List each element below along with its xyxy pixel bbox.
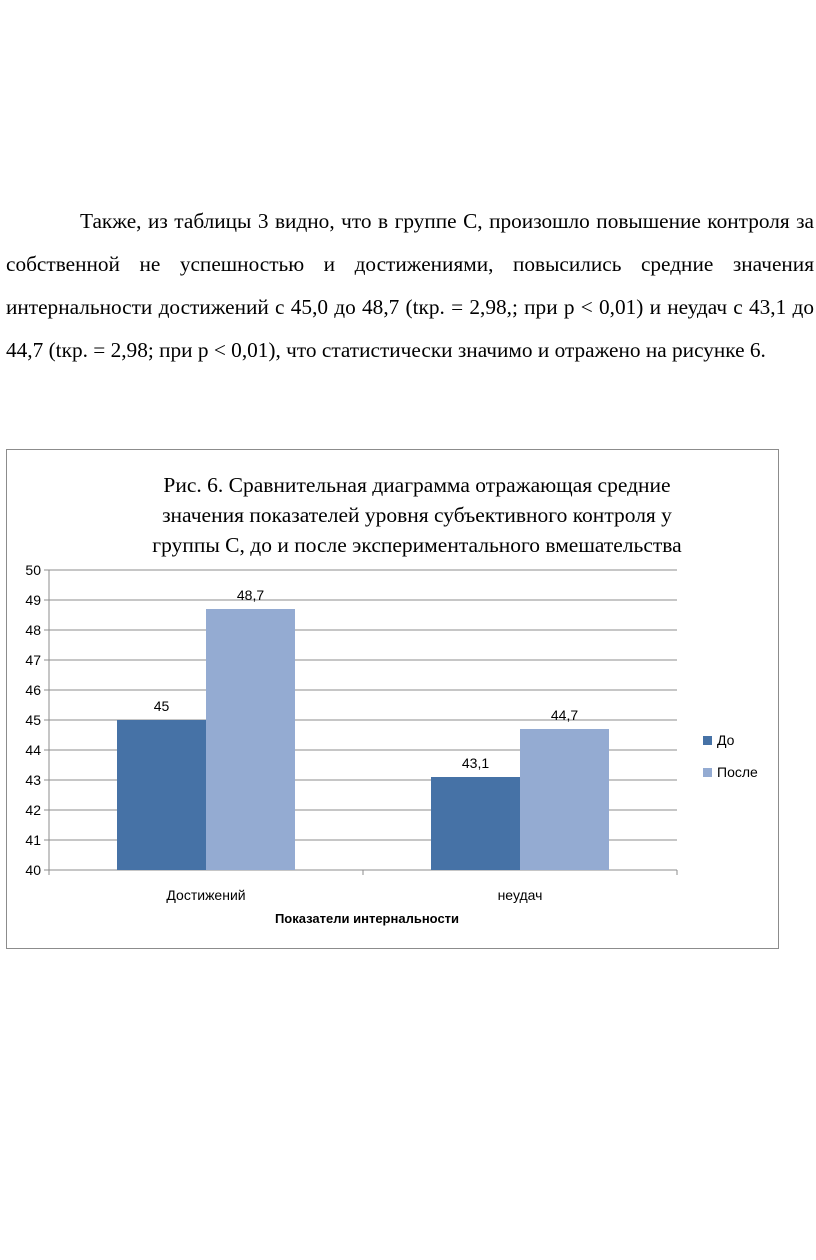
data-label: 43,1 xyxy=(461,755,490,771)
y-tick-label: 46 xyxy=(25,682,41,698)
bar-posle xyxy=(206,609,295,870)
bar-posle xyxy=(520,729,609,870)
legend-item-do xyxy=(703,724,758,756)
y-tick-label: 40 xyxy=(25,862,41,878)
y-tick-label: 45 xyxy=(25,712,41,728)
x-tick-label: Достижений xyxy=(166,887,246,903)
x-tick-label: неудач xyxy=(497,887,543,903)
legend-swatch-posle xyxy=(703,768,712,777)
data-label: 48,7 xyxy=(236,587,265,603)
data-label: 44,7 xyxy=(550,707,579,723)
y-tick-label: 49 xyxy=(25,592,41,608)
chart-title-line: значения показателей уровня субъективного контроля у xyxy=(162,503,672,527)
legend-label-posle: После xyxy=(717,764,758,780)
y-tick-label: 47 xyxy=(25,652,41,668)
y-tick-label: 43 xyxy=(25,772,41,788)
bar-do xyxy=(431,777,520,870)
data-label: 45 xyxy=(153,698,170,714)
chart-title-line: Рис. 6. Сравнительная диаграмма отражающая средние xyxy=(163,473,671,497)
body-paragraph: Также, из таблицы 3 видно, что в группе С, произошло повышение контроля за собственной не успешностью и достижениями, повысились средние значения интернальности достижений с 45,0 до 48,7 (tкр. = 2,98,; при p < 0,01) и неудач с 43,1 до 44,7 (tкр. = 2,98; при p < 0,01), что статистически значимо и отражено на рисунке 6. xyxy=(6,209,814,362)
bar-chart xyxy=(7,450,778,948)
legend-item-posle xyxy=(703,756,758,788)
y-tick-label: 50 xyxy=(25,562,41,578)
x-axis-title: Показатели интернальности xyxy=(274,911,460,926)
y-tick-label: 42 xyxy=(25,802,41,818)
y-tick-label: 41 xyxy=(25,832,41,848)
y-tick-label: 48 xyxy=(25,622,41,638)
legend-swatch-do xyxy=(703,736,712,745)
legend-label-do: До xyxy=(717,732,735,748)
chart-title-line: группы С, до и после экспериментального вмешательства xyxy=(152,533,682,557)
y-tick-label: 44 xyxy=(25,742,41,758)
chart-frame xyxy=(6,449,779,949)
bar-do xyxy=(117,720,206,870)
legend xyxy=(703,724,758,788)
